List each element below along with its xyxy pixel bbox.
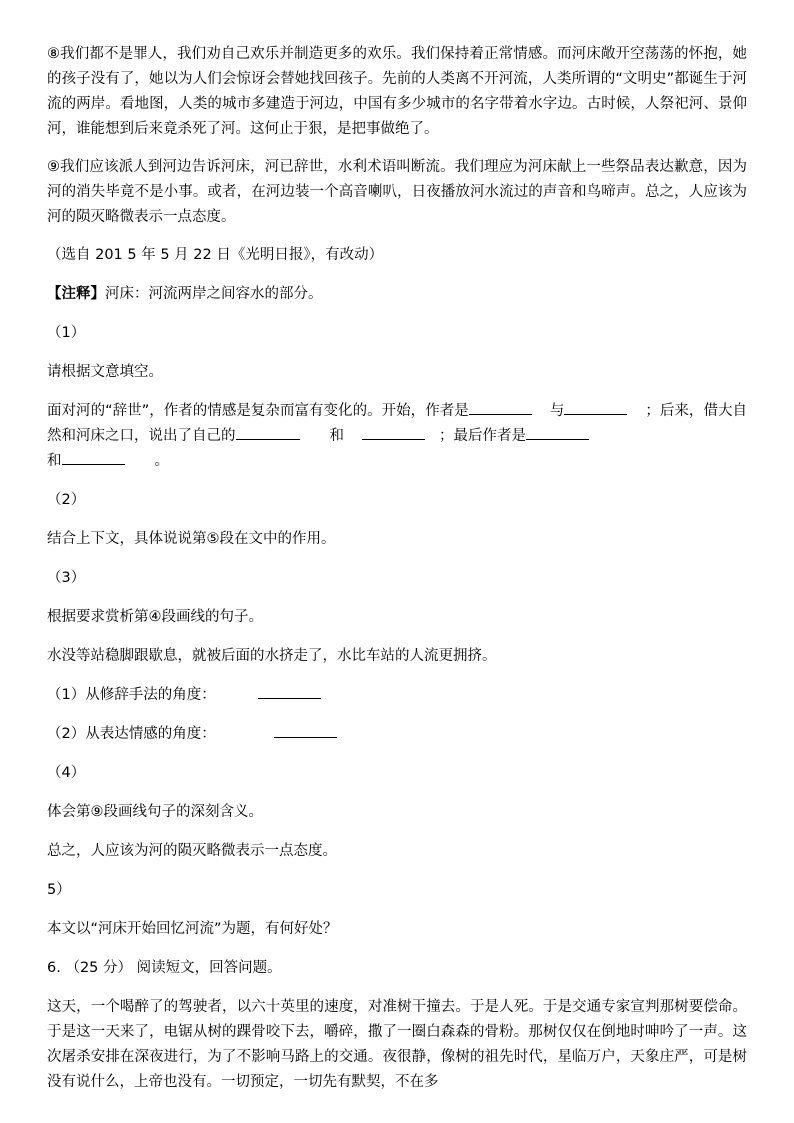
source-citation: （选自 201 5 年 5 月 22 日《光明日报》，有改动） [47,247,384,263]
question-4-sentence: 总之，人应该为河的陨灭略微表示一点态度。 [47,843,337,859]
question-1-fill-text [47,399,747,474]
sub-question-label: （1）从修辞手法的角度： [47,687,216,703]
fill-text-part: 面对河的“辞世”，作者的情感是复杂而富有变化的。开始，作者是 [47,403,469,419]
question-3-prompt: 根据要求赏析第④段画线的句子。 [47,609,263,625]
question-6-passage: 这天，一个喝醉了的驾驶者，以六十英里的速度，对准树干撞去。于是人死。于是交通专家宣判那树要偿命。于是这一天来了，电锯从树的踝骨咬下去，嚼碎，撒了一圈白森森的骨粉。那树仅仅在倒地时呻吟了一声。这次屠杀安排在深夜进行，为了不影响马路上的交通。夜很静，像树的祖先时代，星临万户，天象庄严，可是树没有说什么，上帝也没有。一切预定，一切先有默契，不在多 [47,999,747,1090]
question-5-prompt: 本文以“河床开始回忆河流”为题，有何好处？ [47,921,338,937]
question-4-number: （4） [47,765,86,781]
question-3-number: （3） [47,570,86,586]
question-1-number: （1） [47,325,86,341]
question-1-prompt: 请根据文意填空。 [47,364,163,380]
document-page [47,42,747,1095]
fill-blank-1[interactable] [469,413,532,415]
question-2-prompt: 结合上下文，具体说说第⑤段在文中的作用。 [47,531,336,547]
annotation-note [47,282,747,307]
paragraph-9: ⑨我们应该派人到河边告诉河床，河已辞世，水利术语叫断流。我们理应为河床献上一些祭品表达歉意，因为河的消失毕竟不是小事。或者，在河边装一个高音喇叭，日夜播放河水流过的声音和鸟啼声。总之，人应该为河的陨灭略微表示一点态度。 [47,159,747,225]
question-6-heading: 6. （25 分） 阅读短文，回答问题。 [47,960,282,976]
fill-text-part: ；最后作者是 [439,428,526,444]
question-5-number: 5） [47,882,71,898]
fill-text-part: 。 [154,453,169,469]
question-2-number: （2） [47,492,86,508]
paragraph-8: ⑧我们都不是罪人，我们劝自己欢乐并制造更多的欢乐。我们保持着正常情感。而河床敞开空荡荡的怀抱，她的孩子没有了，她以为人们会惊讶会替她找回孩子。先前的人类离不开河流，人类所谓的“文明史”都诞生于河流的两岸。看地图，人类的城市多建造于河边，中国有多少城市的名字带着水字边。古时候，人祭祀河、景仰河，谁能想到后来竟杀死了河。这何止于狠，是把事做绝了。 [47,46,747,137]
fill-blank-2[interactable] [564,413,627,415]
question-3-sentence: 水没等站稳脚跟歇息，就被后面的水挤走了，水比车站的人流更拥挤。 [47,648,497,664]
question-4-prompt: 体会第⑨段画线句子的深刻含义。 [47,804,263,820]
fill-text-part: ；后来，借大自然和河床之口，说出了自己的 [47,403,748,444]
answer-blank-rhetoric[interactable] [258,697,321,699]
fill-blank-3[interactable] [236,438,300,440]
fill-text-part: 和 [47,453,62,469]
question-3-sub-1 [47,683,747,708]
fill-text-part: 与 [549,403,565,419]
sub-question-label: （2）从表达情感的角度： [47,726,216,742]
fill-text-part: 和 [329,428,344,444]
note-text: 河床：河流两岸之间容水的部分。 [105,286,323,302]
fill-blank-4[interactable] [362,438,425,440]
answer-blank-emotion[interactable] [274,736,337,738]
note-label: 【注释】 [47,286,105,302]
fill-blank-6[interactable] [62,463,125,465]
fill-blank-5[interactable] [526,438,589,440]
question-3-sub-2 [47,722,747,747]
